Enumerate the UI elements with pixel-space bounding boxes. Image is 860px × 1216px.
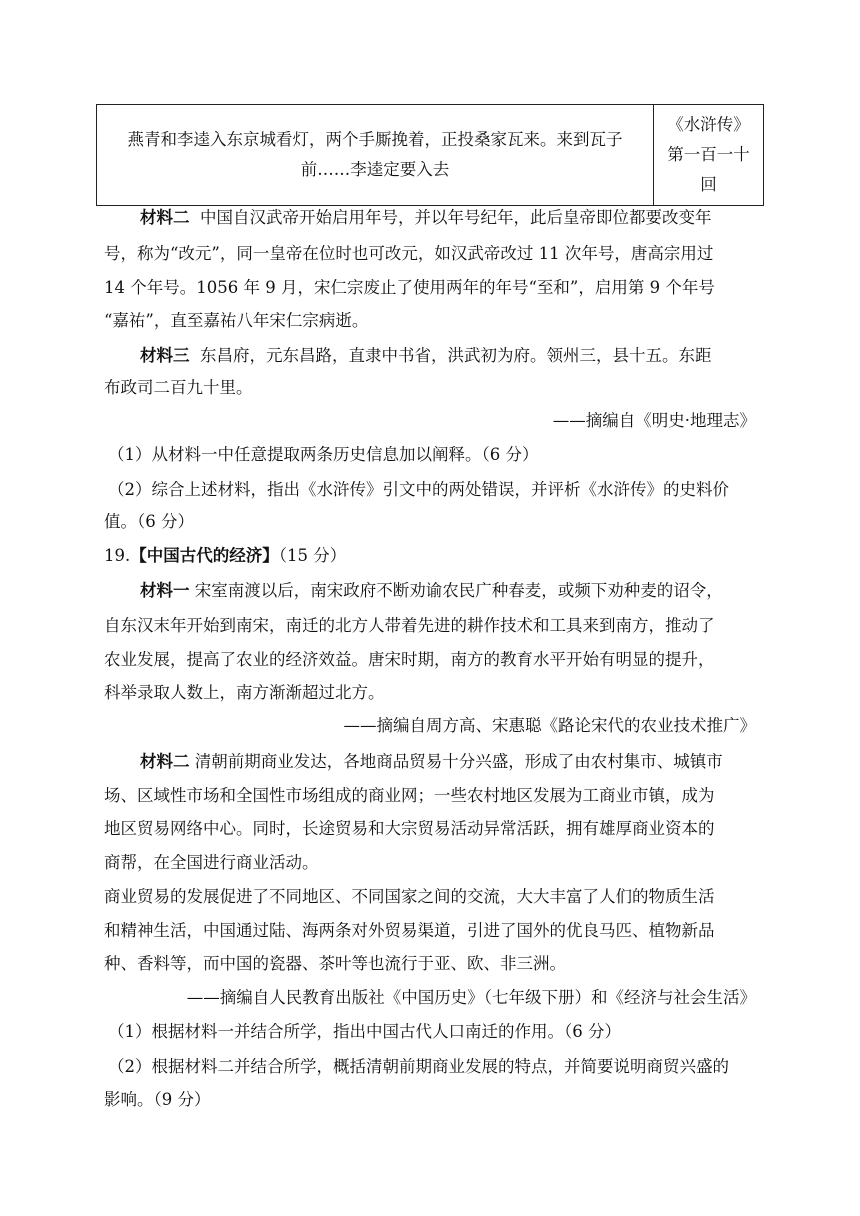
text-line: 14 个年号。1056 年 9 月，宋仁宗废止了使用两年的年号“至和”，启用第 9 个年号 xyxy=(104,278,715,297)
source-table xyxy=(96,104,764,206)
material-label: 材料一 xyxy=(140,581,190,600)
text-line: 布政司二百九十里。 xyxy=(104,378,253,397)
source-citation: ——摘编自周方高、宋惠聪《路论宋代的农业技术推广》 xyxy=(343,716,756,735)
source-line: 《水浒传》 xyxy=(667,115,750,134)
text-line: 值。（6 分） xyxy=(104,512,194,531)
source-citation: ——摘编自《明史·地理志》 xyxy=(552,411,756,430)
material-text: 宋室南渡以后，南宋政府不断劝谕农民广种春麦，或频下劝种麦的诏令， xyxy=(194,581,723,600)
question-score: （15 分） xyxy=(278,546,347,565)
text-line: 自东汉末年开始到南宋，南迁的北方人带着先进的耕作技术和工具来到南方，推动了 xyxy=(104,616,715,635)
question-title: 【中国古代的经济】 xyxy=(130,546,279,565)
question-19-heading xyxy=(104,546,756,566)
text-line: 场、区域性市场和全国性市场组成的商业网；一些农村地区发展为工商业市镇，成为 xyxy=(104,786,715,805)
source-line: 第一百一十 xyxy=(667,145,750,164)
text-line: 地区贸易网络中心。同时，长途贸易和大宗贸易活动异常活跃，拥有雄厚商业资本的 xyxy=(104,819,715,838)
q19-material-1-para xyxy=(140,581,756,601)
q18-material-3-para xyxy=(140,346,756,366)
question-19-2: （2）根据材料二并结合所学，概括清朝前期商业发展的特点，并简要说明商贸兴盛的 xyxy=(108,1057,729,1076)
text-line: 科举录取人数上，南方渐渐超过北方。 xyxy=(104,683,385,702)
source-line: 回 xyxy=(700,175,717,194)
text-line: 农业发展，提高了农业的经济效益。唐宋时期，南方的教育水平开始有明显的提升， xyxy=(104,650,715,669)
text-line: 种、香料等，而中国的瓷器、茶叶等也流行于亚、欧、非三洲。 xyxy=(104,954,566,973)
question-number: 19. xyxy=(104,546,131,565)
text-line: 商业贸易的发展促进了不同地区、不同国家之间的交流，大大丰富了人们的物质生活 xyxy=(104,887,715,906)
question-18-1: （1）从材料一中任意提取两条历史信息加以阐释。（6 分） xyxy=(108,445,539,464)
question-18-2: （2）综合上述材料，指出《水浒传》引文中的两处错误，并评析《水浒传》的史料价 xyxy=(108,480,729,499)
quote-source-cell xyxy=(654,105,764,206)
question-19-1: （1）根据材料一并结合所学，指出中国古代人口南迁的作用。（6 分） xyxy=(108,1022,621,1041)
quote-cell xyxy=(97,105,654,206)
material-label: 材料二 xyxy=(140,208,190,227)
q19-material-2-para xyxy=(140,752,756,772)
material-text: 中国自汉武帝开始启用年号，并以年号纪年，此后皇帝即位都要改变年 xyxy=(200,208,712,227)
source-citation: ——摘编自人民教育出版社《中国历史》（七年级下册）和《经济与社会生活》 xyxy=(186,988,756,1007)
text-line: 商帮，在全国进行商业活动。 xyxy=(104,853,319,872)
text-line: “嘉祐”，直至嘉祐八年宋仁宗病逝。 xyxy=(104,311,369,330)
text-line: 影响。（9 分） xyxy=(104,1090,211,1109)
material-label: 材料三 xyxy=(140,346,190,365)
quote-line: 前……李逵定要入去 xyxy=(300,160,450,179)
quote-line: 燕青和李逵入东京城看灯，两个手厮挽着，正投桑家瓦来。来到瓦子 xyxy=(127,130,623,149)
q18-material-2-para xyxy=(140,208,756,228)
text-line: 和精神生活，中国通过陆、海两条对外贸易渠道，引进了国外的优良马匹、植物新品 xyxy=(104,921,715,940)
text-line: 号，称为“改元”，同一皇帝在位时也可改元，如汉武帝改过 11 次年号，唐高宗用过 xyxy=(104,244,714,263)
material-label: 材料二 xyxy=(140,752,190,771)
material-text: 东昌府，元东昌路，直隶中书省，洪武初为府。领州三，县十五。东距 xyxy=(200,346,712,365)
material-text: 清朝前期商业发达，各地商品贸易十分兴盛，形成了由农村集市、城镇市 xyxy=(194,752,723,771)
